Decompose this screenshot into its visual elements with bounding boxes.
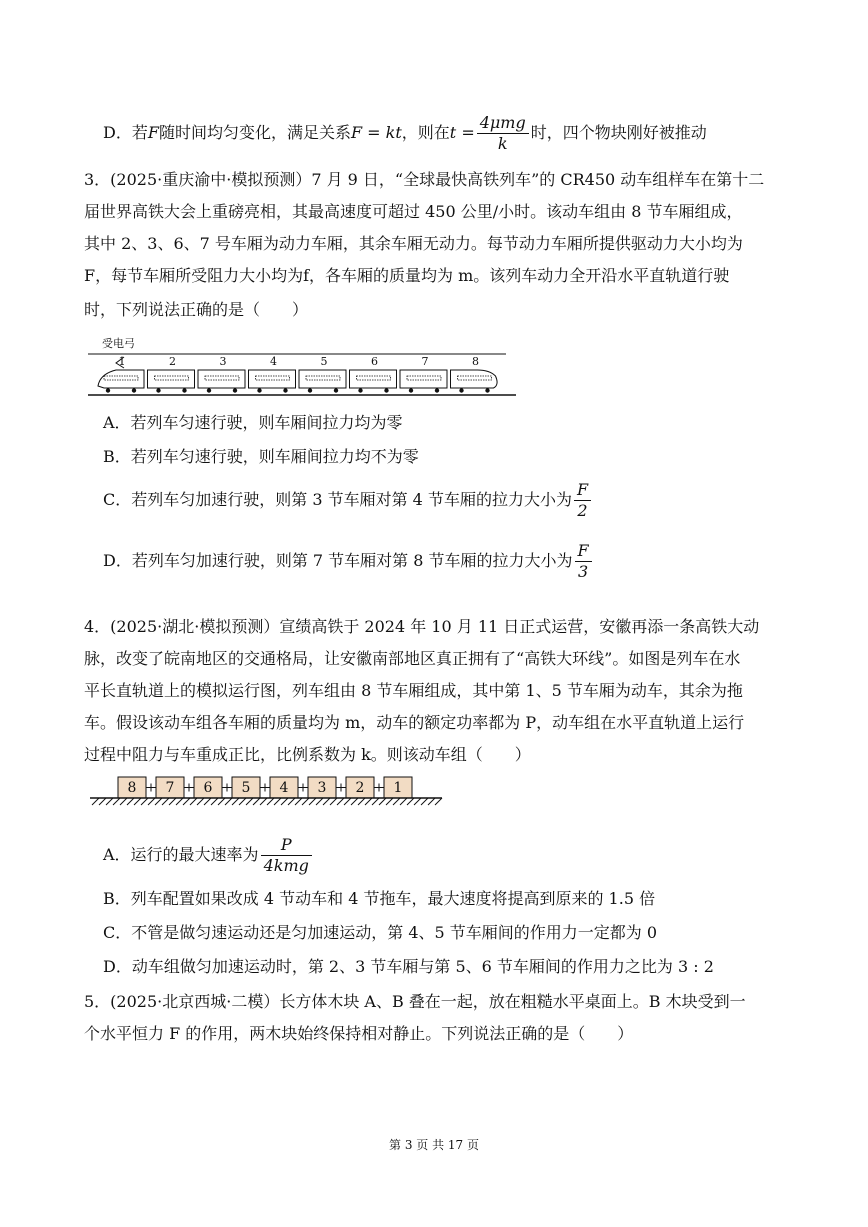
train-car-8 <box>451 370 498 393</box>
train-car-number: 4 <box>270 355 277 368</box>
train-car-number: 3 <box>219 355 227 368</box>
q3-stem-line3: 其中 2、3、6、7 号车厢为动力车厢，其余车厢无动力。每节动力车厢所提供驱动力大小均为 <box>84 234 743 253</box>
q4-option-c: C．不管是做匀速运动还是匀加速运动，第 4、5 节车厢间的作用力一定都为 0 <box>103 923 658 942</box>
q4-stem-line3: 平长直轨道上的模拟运行图，列车组由 8 节车厢组成，其中第 1、5 节车厢为动车，其余为拖 <box>84 681 743 700</box>
train-car-3 <box>198 370 245 393</box>
q4-stem-line1: 4．(2025·湖北·模拟预测）宣绩高铁于 2024 年 10 月 11 日正式运营，安徽再添一条高铁大动 <box>84 617 760 636</box>
q4-option-b: B．列车配置如果改成 4 节动车和 4 节拖车，最大速度将提高到原来的 1.5 倍 <box>103 889 656 908</box>
train-car-number: 5 <box>320 355 328 368</box>
q3-option-b: B．若列车匀速行驶，则车厢间拉力均不为零 <box>103 447 419 466</box>
q3-optD-fraction: $\frac{F}{3}$ <box>575 541 592 582</box>
train-car-number: 1 <box>118 355 126 368</box>
q4-optA-fraction: $\frac{P}{\text{4kmg}}$ <box>261 835 312 876</box>
q3-option-d: D．若列车匀加速行驶，则第 7 节车厢对第 8 节车厢的拉力大小为 $\frac{F}{3}$ <box>103 541 594 582</box>
train-car-4 <box>249 370 296 393</box>
train-car-5 <box>299 370 346 393</box>
q3-stem-line1: 3．(2025·重庆渝中·模拟预测）7 月 9 日，“全球最快高铁列车”的 CR450 动车组样车在第十二 <box>84 170 765 189</box>
train-car-number: 6 <box>371 355 378 368</box>
q4-stem-line5: 过程中阻力与车重成正比，比例系数为 k。则该动车组（ ） <box>84 745 531 764</box>
q4-stem-line4: 车。假设该动车组各车厢的质量均为 m，动车的额定功率都为 P，动车组在水平直轨道上运行 <box>84 713 745 732</box>
q2-optD-mid: 随时间均匀变化，满足关系 <box>158 123 351 142</box>
q3-optC-fraction: $\frac{F}{2}$ <box>574 480 591 521</box>
q3-stem-line2: 届世界高铁大会上重磅亮相，其最高速度可超过 450 公里/小时。该动车组由 8 节车厢组成， <box>84 202 743 221</box>
car-box-number: 3 <box>317 780 327 796</box>
train-car-7 <box>400 370 447 393</box>
train-car-2 <box>148 370 195 393</box>
train-car-number: 2 <box>169 355 176 368</box>
car-box-number: 4 <box>279 780 289 796</box>
train-figure <box>84 334 520 400</box>
q4-option-a: A．运行的最大速率为 $\frac{P}{\text{4kmg}}$ <box>103 835 314 876</box>
q4-option-d: D．动车组做匀加速运动时，第 2、3 节车厢与第 5、6 节车厢间的作用力之比为 3 : 2 <box>103 957 714 976</box>
car-box-number: 7 <box>165 780 175 796</box>
car-boxes-figure <box>84 773 448 811</box>
car-box-number: 1 <box>393 780 403 796</box>
q5-stem-line1: 5．(2025·北京西城·二模）长方体木块 A、B 叠在一起，放在粗糙水平桌面上。B 木块受到一 <box>84 992 746 1011</box>
page-footer: 第 3 页 共 17 页 <box>389 1138 479 1152</box>
q2-optD-fraction: $\frac{\text{4μmg}}{k}$ <box>477 113 529 154</box>
q3-option-a: A．若列车匀速行驶，则车厢间拉力均为零 <box>103 413 403 432</box>
q2-optD-prefix: D．若 <box>103 123 148 142</box>
car-box-number: 5 <box>241 780 251 796</box>
q5-stem-line2: 个水平恒力 F 的作用，两木块始终保持相对静止。下列说法正确的是（ ） <box>84 1024 634 1043</box>
train-car-number: 8 <box>472 355 479 368</box>
q3-stem-line4: F，每节车厢所受阻力大小均为f，各车厢的质量均为 m。该列车动力全开沿水平直轨道行驶 <box>84 266 730 285</box>
q2-optD-mid2: ，则在 <box>401 123 450 142</box>
train-car-number: 7 <box>421 355 429 368</box>
q2-option-d <box>103 113 707 154</box>
car-box-number: 8 <box>127 780 137 796</box>
car-box-number: 2 <box>355 780 365 796</box>
q2-optD-suffix: 时，四个物块刚好被推动 <box>530 123 707 142</box>
q2-optD-F: F <box>147 123 159 142</box>
q3-option-c: C．若列车匀加速行驶，则第 3 节车厢对第 4 节车厢的拉力大小为 $\frac{F}{2}$ <box>103 480 593 521</box>
train-car-6 <box>350 370 397 393</box>
q2-optD-equation: F = kt <box>350 123 402 142</box>
q2-optD-t: t = <box>449 123 475 142</box>
q3-stem-line5: 时，下列说法正确的是（ ） <box>84 300 309 319</box>
pantograph-label: 受电弓 <box>102 337 135 350</box>
car-box-number: 6 <box>203 780 213 796</box>
train-car-1 <box>98 370 144 393</box>
q4-stem-line2: 脉，改变了皖南地区的交通格局，让安徽南部地区真正拥有了“高铁大环线”。如图是列车在水 <box>84 649 741 668</box>
